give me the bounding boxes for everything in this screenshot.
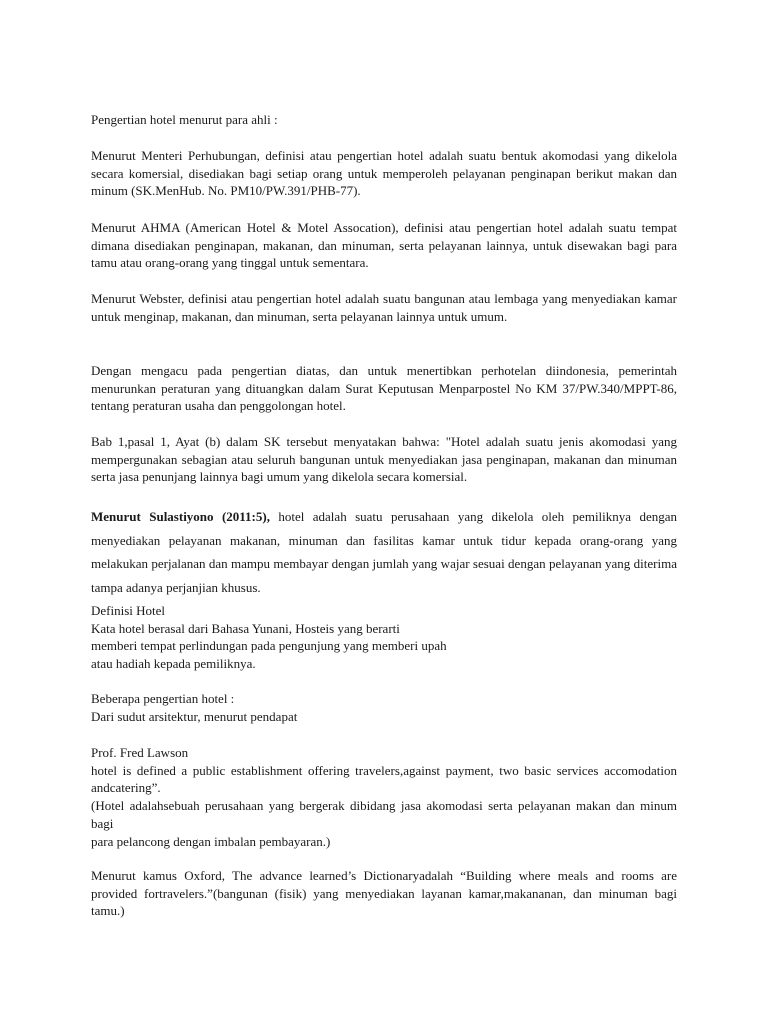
paragraph-menteri-perhubungan: Menurut Menteri Perhubungan, definisi atau pengertian hotel adalah suatu bentuk akomodasi yang dikelola secara komersial, disediakan bagi setiap orang untuk memperoleh pelayanan penginapan berikut makan dan minum (SK.MenHub. No. PM10/PW.391/PHB-77). <box>91 148 677 199</box>
document-heading: Pengertian hotel menurut para ahli : <box>91 112 278 127</box>
paragraph-oxford: Menurut kamus Oxford, The advance learned’s Dictionaryadalah “Building where meals and rooms are provided fortravelers.”(bangunan (fisik) yang menyediakan layanan kamar,makananan, dan minuman bagi tamu.) <box>91 868 677 919</box>
beberapa-pengertian-title: Beberapa pengertian hotel : <box>91 691 235 706</box>
lawson-indonesian-definition: (Hotel adalahsebuah perusahaan yang bergerak dibidang jasa akomodasi serta pelayanan makan dan minum bagi <box>91 798 677 831</box>
definisi-line: Kata hotel berasal dari Bahasa Yunani, Hosteis yang berarti <box>91 620 400 636</box>
sulastiyono-text: hotel adalah suatu perusahaan yang dikelola oleh pemiliknya dengan menyediakan pelayanan makanan, minuman dan fasilitas kamar untuk tidur kepada orang-orang yang melakukan perjalanan dan mampu membayar dengan jumlah yang wajar sesuai dengan pelayanan yang diterima tampa adanya perjanjian khusus. <box>91 509 677 595</box>
definisi-hotel-title: Definisi Hotel <box>91 603 166 618</box>
paragraph-sulastiyono <box>91 505 677 599</box>
lawson-section <box>91 744 677 850</box>
paragraph-regulation: Dengan mengacu pada pengertian diatas, dan untuk menertibkan perhotelan diindonesia, pemerintah menurunkan peraturan yang dituangkan dalam Surat Keputusan Menparpostel No KM 37/PW.340/MPPT-86, tentang peraturan usaha dan penggolongan hotel. <box>91 363 677 414</box>
paragraph-ahma: Menurut AHMA (American Hotel & Motel Assocation), definisi atau pengertian hotel adalah suatu tempat dimana disediakan penginapan, makanan, dan minuman, serta pelayanan lainnya, untuk disewakan bagi para tamu atau orang-orang yang tinggal untuk sementara. <box>91 220 677 271</box>
definisi-line: atau hadiah kepada pemiliknya. <box>91 656 256 672</box>
beberapa-pengertian-line: Dari sudut arsitektur, menurut pendapat <box>91 708 298 724</box>
paragraph-webster: Menurut Webster, definisi atau pengertian hotel adalah suatu bangunan atau lembaga yang menyediakan kamar untuk menginap, makanan, dan minuman, serta pelayanan lainnya untuk umum. <box>91 291 677 324</box>
lawson-english-definition: hotel is defined a public establishment offering travelers,against payment, two basic services accomodation andcatering”. <box>91 762 677 796</box>
paragraph-bab-pasal: Bab 1,pasal 1, Ayat (b) dalam SK tersebut menyatakan bahwa: "Hotel adalah suatu jenis akomodasi yang mempergunakan sebagian atau seluruh bangunan untuk menyediakan jasa penginapan, makanan dan minuman serta jasa penunjang lainnya bagi umum yang dikelola secara komersial. <box>91 434 677 485</box>
lawson-indonesian-definition-end: para pelancong dengan imbalan pembayaran.) <box>91 833 331 849</box>
beberapa-pengertian-section <box>91 690 677 725</box>
lawson-name: Prof. Fred Lawson <box>91 745 189 760</box>
definisi-hotel-section <box>91 602 677 673</box>
sulastiyono-label: Menurut Sulastiyono (2011:5), <box>91 509 270 524</box>
definisi-line: memberi tempat perlindungan pada pengunjung yang memberi upah <box>91 638 447 654</box>
